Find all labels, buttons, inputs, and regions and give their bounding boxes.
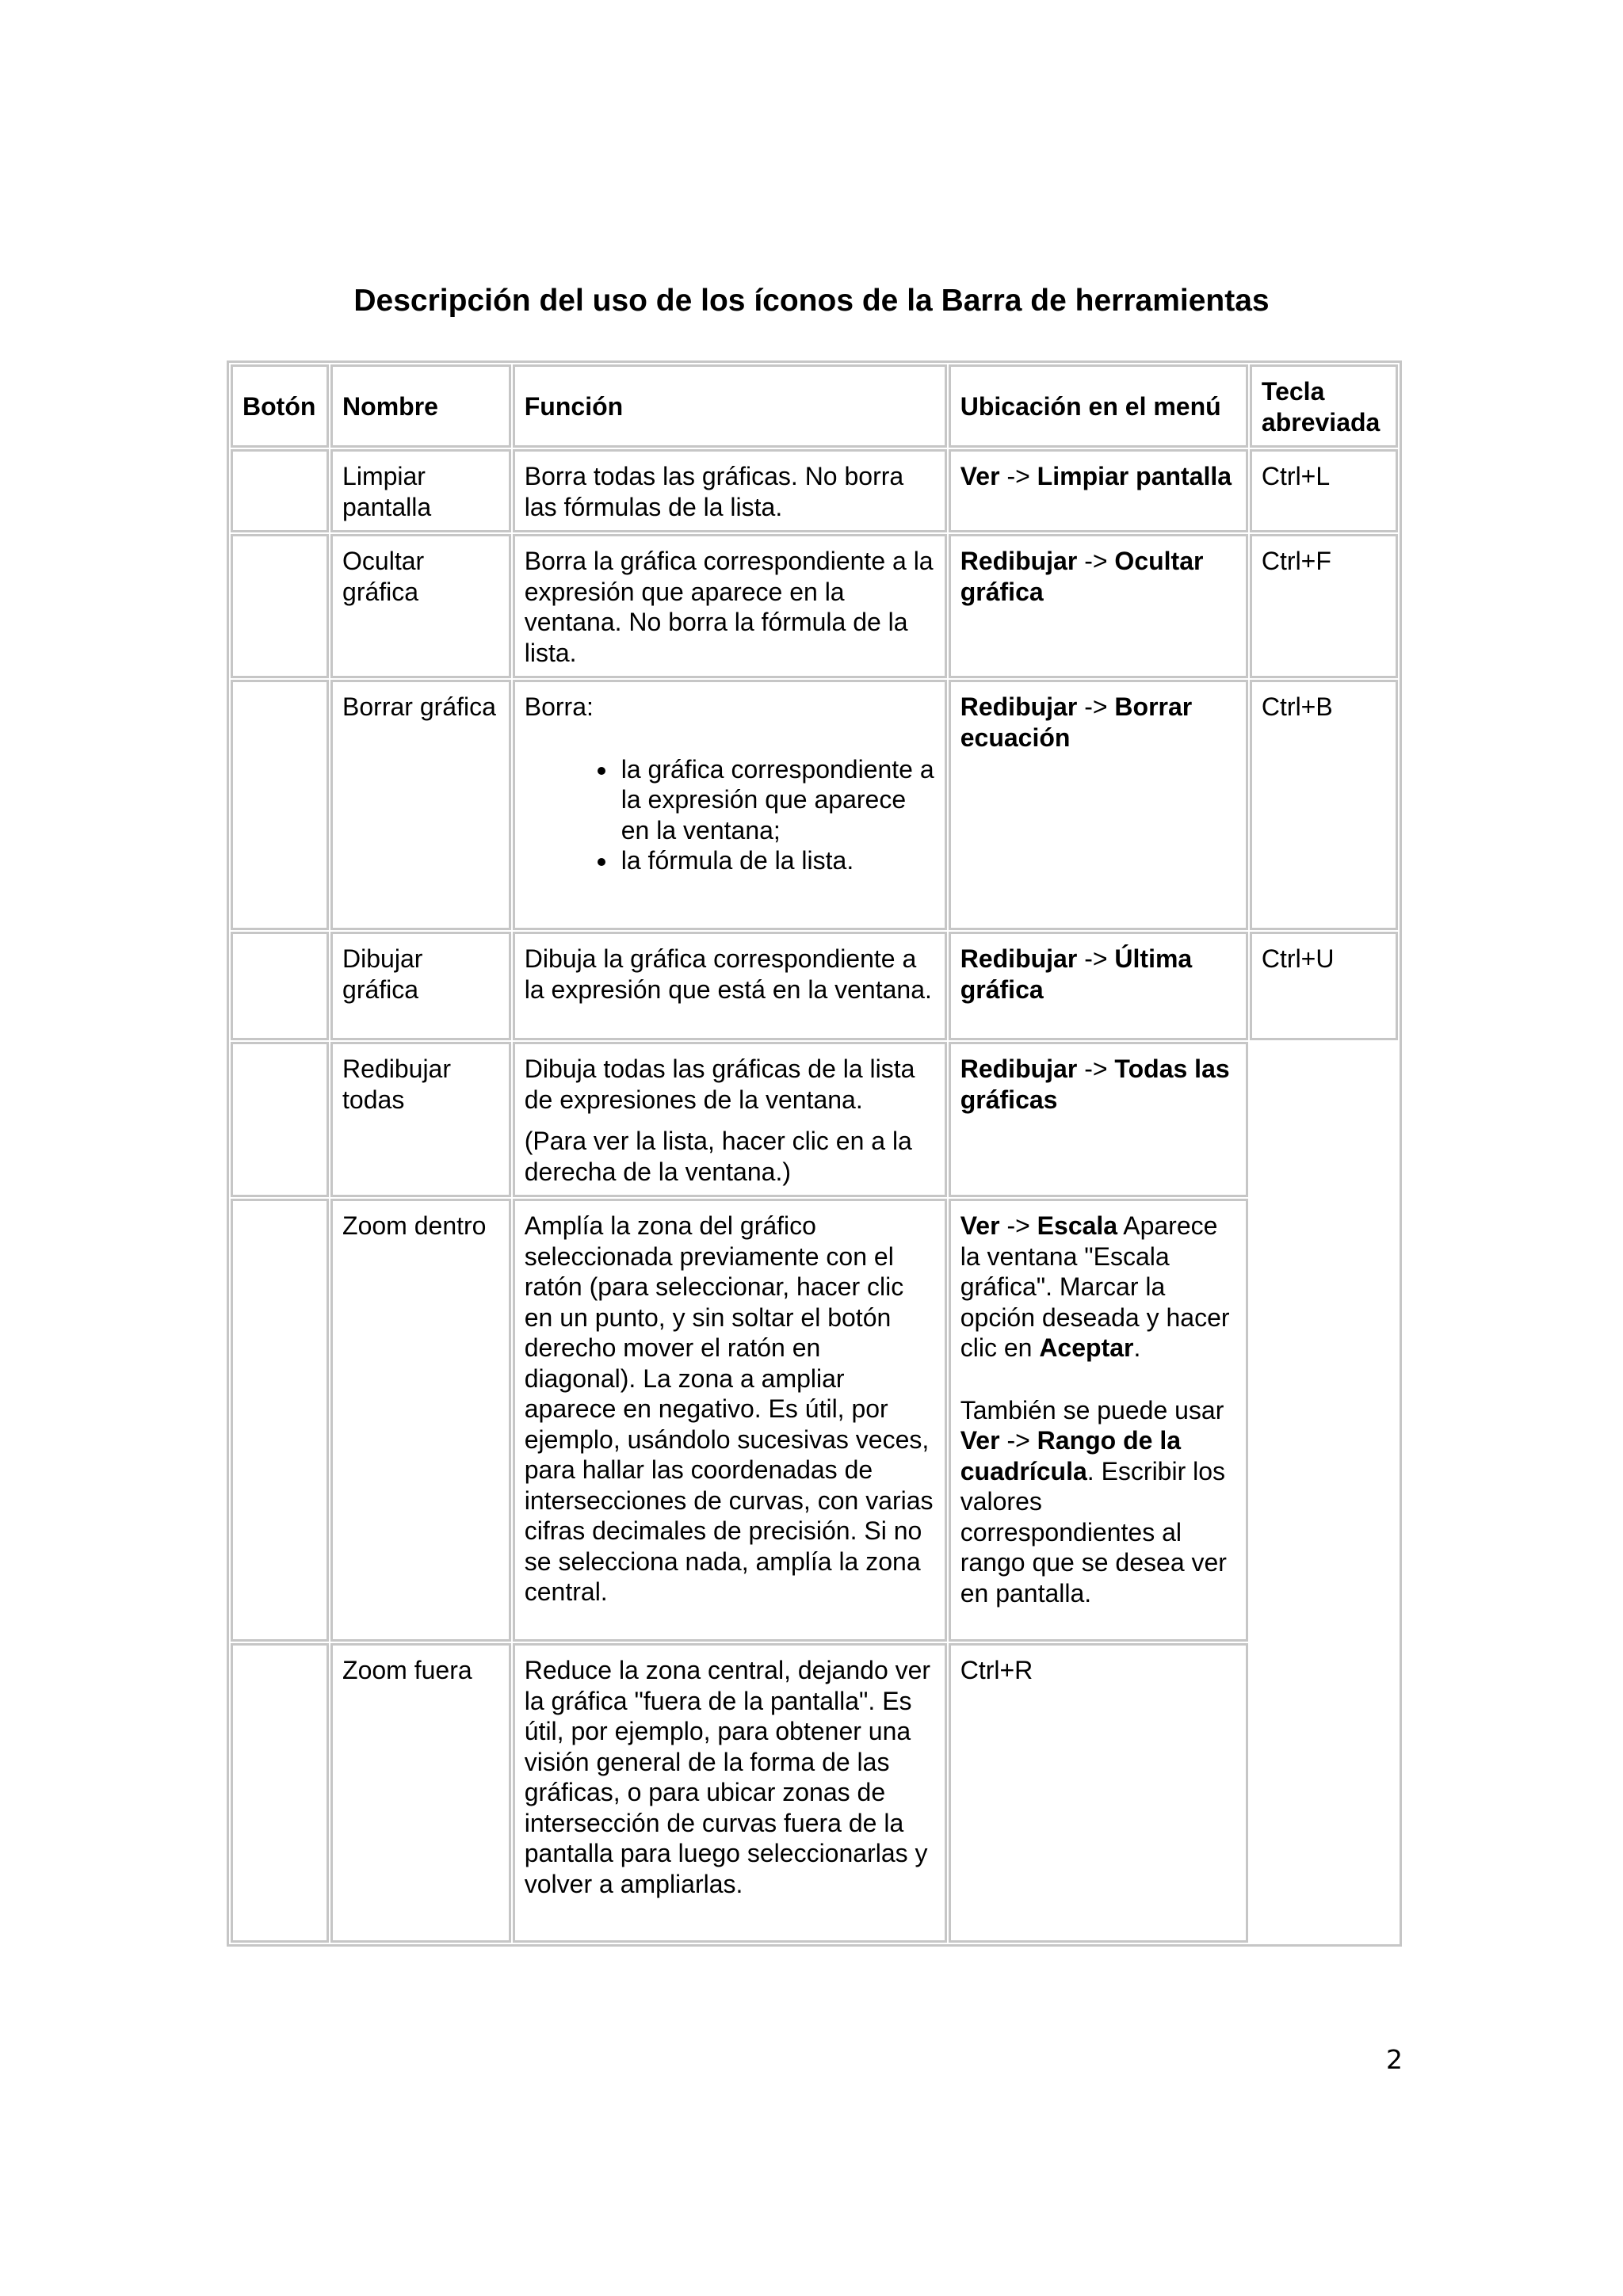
cell-boton: [231, 534, 329, 678]
menu-item: Redibujar: [960, 1055, 1078, 1083]
cell-ubicacion: [949, 680, 1248, 930]
cell-nombre: Zoom dentro: [330, 1199, 511, 1642]
menu-arrow: ->: [999, 462, 1037, 490]
menu-item: Última gráfica: [960, 944, 1193, 1004]
menu-item: Escala: [1037, 1211, 1118, 1240]
funcion-list: [525, 754, 935, 876]
menu-item: Todas las gráficas: [960, 1055, 1230, 1114]
menu-path: [960, 1211, 1236, 1363]
header-boton: Botón: [231, 364, 329, 448]
cell-nombre: Dibujar gráfica: [330, 932, 511, 1040]
cell-funcion: Dibuja la gráfica correspondiente a la expresión que está en la ventana.: [513, 932, 947, 1040]
menu-text: Aparece la ventana "Escala gráfica". Marcar la opción deseada y hacer clic en: [960, 1211, 1230, 1362]
menu-arrow: ->: [999, 1426, 1037, 1455]
menu-item: Ver: [960, 1426, 1000, 1455]
cell-nombre: Zoom fuera: [330, 1643, 511, 1943]
cell-nombre: Borrar gráfica: [330, 680, 511, 930]
table-row: [231, 1042, 1398, 1197]
cell-funcion: Borra todas las gráficas. No borra las fórmulas de la lista.: [513, 449, 947, 532]
menu-item: Ver: [960, 1211, 1000, 1240]
cell-ubicacion: [949, 932, 1248, 1040]
header-tecla: Tecla abreviada: [1250, 364, 1398, 448]
cell-tecla: Ctrl+L: [1250, 449, 1398, 532]
table-row: [231, 932, 1398, 1040]
cell-boton: [231, 1199, 329, 1642]
page-number: 2: [1386, 2044, 1403, 2075]
cell-nombre: Limpiar pantalla: [330, 449, 511, 532]
cell-boton: [231, 449, 329, 532]
list-item: • la gráfica correspondiente a la expresión que aparece en la ventana;: [618, 754, 935, 846]
cell-ubicacion: [949, 1042, 1248, 1197]
cell-boton: [231, 932, 329, 1040]
header-nombre: Nombre: [330, 364, 511, 448]
funcion-note: (Para ver la lista, hacer clic en a la derecha de la ventana.): [524, 1127, 912, 1186]
page-title: Descripción del uso de los íconos de la Barra de herramientas: [353, 284, 1270, 318]
cell-nombre: Ocultar gráfica: [330, 534, 511, 678]
cell-ubicacion: Ctrl+R: [949, 1643, 1248, 1943]
menu-item: Redibujar: [960, 692, 1078, 721]
cell-funcion: Borra la gráfica correspondiente a la expresión que aparece en la ventana. No borra la fórmula de la lista.: [513, 534, 947, 678]
table-row: [231, 449, 1398, 532]
menu-text: También se puede usar: [960, 1395, 1224, 1425]
menu-item: Rango de la cuadrícula: [960, 1426, 1182, 1486]
cell-nombre: Redibujar todas: [330, 1042, 511, 1197]
menu-item: Aceptar: [1039, 1333, 1134, 1362]
menu-arrow: ->: [1077, 547, 1115, 575]
menu-path-alt: [960, 1395, 1236, 1609]
menu-item: Limpiar pantalla: [1037, 462, 1232, 490]
cell-ubicacion: [949, 1199, 1248, 1642]
cell-funcion: [513, 680, 947, 930]
menu-text: . Escribir los valores correspondientes al rango que se desea ver en pantalla.: [960, 1456, 1227, 1608]
toolbar-icons-table: [227, 360, 1402, 1947]
header-row: [231, 364, 1398, 448]
cell-funcion: [513, 1042, 947, 1197]
menu-item: Redibujar: [960, 944, 1078, 973]
cell-boton: [231, 680, 329, 930]
cell-ubicacion: [949, 534, 1248, 678]
cell-ubicacion: [949, 449, 1248, 532]
header-ubicacion: Ubicación en el menú: [949, 364, 1248, 448]
header-funcion: Función: [513, 364, 947, 448]
cell-boton: [231, 1643, 329, 1943]
cell-funcion: Reduce la zona central, dejando ver la gráfica "fuera de la pantalla". Es útil, por ejemplo, para obtener una visión general de la forma de las gráficas, o para ubicar zonas de intersección de curvas fuera de la pantalla para luego seleccionarlas y volver a ampliarlas.: [513, 1643, 947, 1943]
cell-tecla: Ctrl+F: [1250, 534, 1398, 678]
table-row: [231, 1199, 1398, 1642]
menu-item: Borrar ecuación: [960, 692, 1193, 752]
menu-arrow: ->: [1077, 1055, 1115, 1083]
menu-item: Ver: [960, 462, 1000, 490]
cell-empty: [1250, 1042, 1398, 1943]
list-item: • la fórmula de la lista.: [618, 845, 935, 876]
cell-tecla: Ctrl+B: [1250, 680, 1398, 930]
table-row: [231, 534, 1398, 678]
menu-arrow: ->: [1077, 692, 1115, 721]
menu-arrow: ->: [999, 1211, 1037, 1240]
menu-item: Ocultar gráfica: [960, 547, 1204, 606]
table-row: [231, 1643, 1398, 1943]
cell-funcion: Amplía la zona del gráfico seleccionada previamente con el ratón (para seleccionar, hacer clic en un punto, y sin soltar el botón derecho mover el ratón en diagonal). La zona a ampliar aparece en negativo. Es útil, por ejemplo, usándolo sucesivas veces, para hallar las coordenadas de intersecciones de curvas, con varias cifras decimales de precisión. Si no se selecciona nada, amplía la zona central.: [513, 1199, 947, 1642]
menu-item: Redibujar: [960, 547, 1078, 575]
menu-arrow: ->: [1077, 944, 1115, 973]
cell-boton: [231, 1042, 329, 1197]
menu-text: .: [1133, 1333, 1141, 1362]
toolbar-table-wrapper: [227, 360, 1402, 1947]
cell-tecla: Ctrl+U: [1250, 932, 1398, 1040]
funcion-text: Dibuja todas las gráficas de la lista de expresiones de la ventana.: [524, 1055, 915, 1114]
funcion-intro: Borra:: [524, 692, 594, 721]
table-row: [231, 680, 1398, 930]
